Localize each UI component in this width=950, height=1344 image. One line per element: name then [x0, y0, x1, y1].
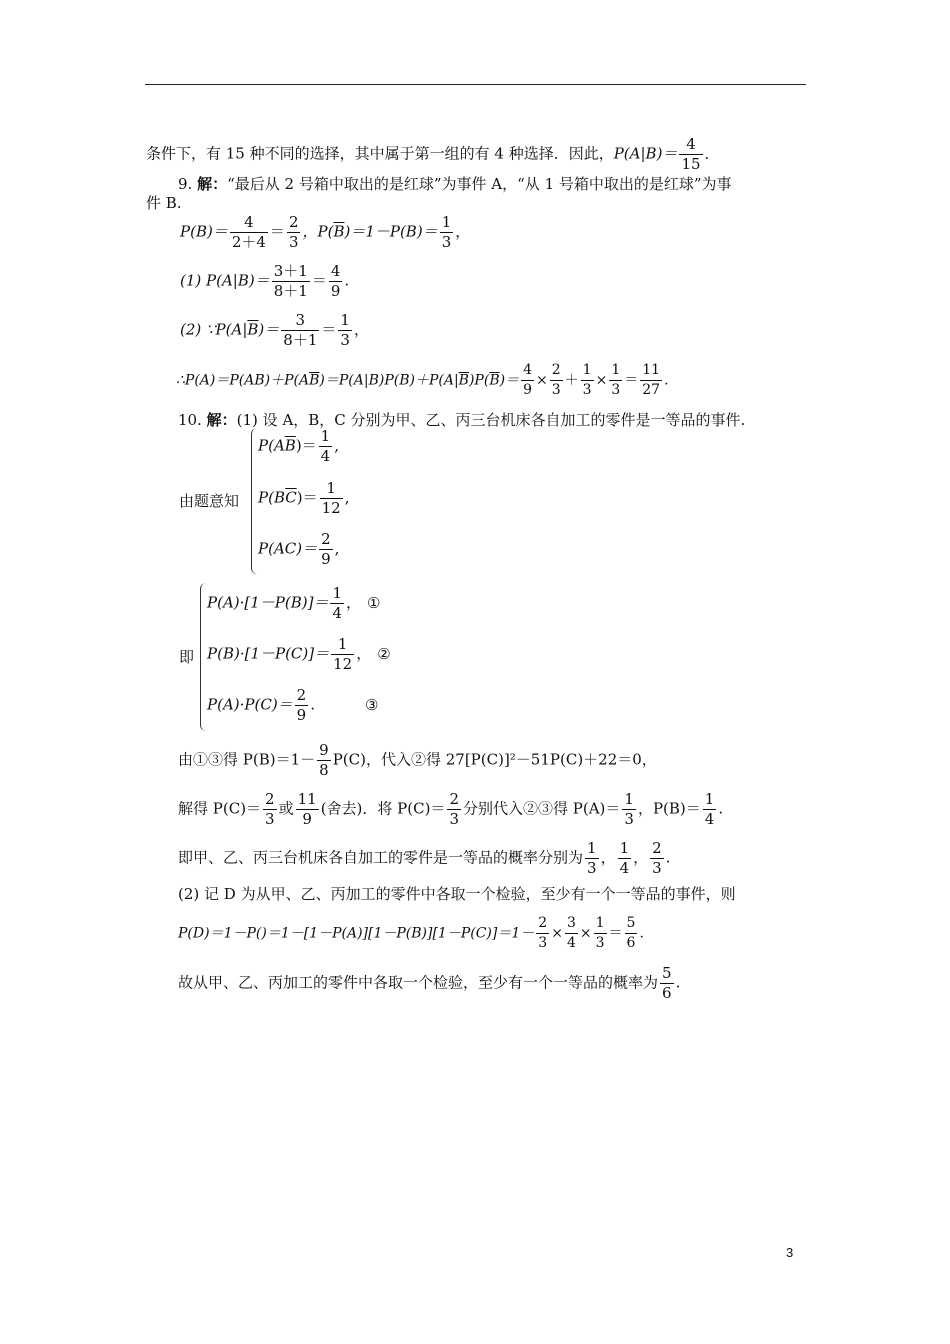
denominator: 3 [538, 935, 548, 951]
numerator: 4 [523, 362, 532, 378]
math: 分别代入②③得 P(A)＝ [463, 799, 621, 818]
numerator: 3 [295, 311, 306, 329]
numerator: 4 [330, 262, 341, 280]
numerator: 1 [441, 213, 452, 231]
denominator: 4 [704, 810, 715, 828]
complement-b: $\overline{B}$ [247, 320, 259, 339]
text: 件 B. [146, 194, 182, 212]
math: )P( [468, 372, 490, 389]
denominator: 15 [681, 155, 701, 173]
math: × [551, 925, 563, 942]
math: ∴P(A)＝P(AB)＋P(A [176, 372, 310, 389]
math: (舍去)．将 P(C)＝ [320, 799, 446, 818]
numerator: 1 [340, 311, 350, 329]
numerator: 4 [244, 213, 254, 231]
fraction [581, 361, 594, 400]
denominator: 3 [265, 810, 275, 828]
denominator: 4 [332, 604, 343, 622]
math: P(D)＝1－P()＝1－[1－P(A)][1－P(B)][1－P(C)]＝1－ [178, 925, 535, 942]
fraction [679, 135, 702, 174]
numerator: 2 [538, 915, 548, 931]
complement-b: $\overline{B}$ [333, 222, 345, 241]
math: ＝ [624, 372, 639, 389]
denominator: 3 [288, 233, 299, 251]
denominator: 2＋4 [231, 233, 266, 251]
denominator: 4 [320, 447, 331, 465]
math: , [334, 436, 339, 455]
math: . [664, 372, 669, 389]
fraction [281, 311, 319, 350]
numerator: 2 [551, 362, 561, 378]
fraction [703, 790, 717, 829]
text-line [146, 193, 182, 213]
numerator: 1 [332, 584, 343, 602]
denominator: 8 [319, 761, 329, 779]
math: , [344, 488, 350, 507]
fraction [565, 914, 578, 953]
denominator: 3 [551, 382, 561, 398]
math: × [595, 372, 608, 389]
equation-3 [180, 311, 369, 350]
numerator: 11 [297, 790, 317, 808]
fraction [331, 635, 354, 674]
math: ， [356, 644, 372, 663]
numerator: 2 [288, 213, 299, 231]
solution-label: 解： [206, 411, 237, 429]
text-line [178, 790, 723, 829]
complement: $\overline{C}$ [285, 488, 297, 507]
denominator: 3 [624, 810, 634, 828]
fraction [622, 790, 636, 829]
denominator: 9 [330, 282, 341, 300]
text: (2) 记 D 为从甲、乙、丙加工的零件中各取一个检验，至少有一个一等品的事件，则 [178, 885, 736, 903]
fraction [330, 584, 344, 623]
math: )＝1－P(B)＝ [344, 222, 438, 241]
fraction [618, 839, 632, 878]
text: 故从甲、乙、丙加工的零件中各取一个检验，至少有一个一等品的概率为 [178, 973, 659, 992]
fraction [536, 914, 549, 953]
fraction [263, 790, 277, 829]
text: 即甲、乙、丙三台机床各自加工的零件是一等品的概率分别为 [178, 848, 584, 867]
system-1-row-3 [258, 530, 339, 569]
numerator: 2 [265, 790, 275, 808]
fraction [272, 262, 310, 301]
math: )＝ [296, 488, 318, 507]
numerator: 1 [624, 790, 634, 808]
equation-4 [176, 361, 669, 400]
denominator: 3 [340, 331, 350, 349]
denominator: 3 [595, 935, 605, 951]
fraction [296, 790, 319, 829]
fraction [329, 262, 343, 301]
complement-b: $\overline{B}$ [489, 372, 500, 389]
text: 即 [179, 648, 195, 666]
system-label [179, 491, 239, 511]
math: ， [353, 320, 369, 339]
equation-1 [180, 213, 470, 252]
numerator: 4 [686, 135, 696, 153]
math: P(B [258, 488, 286, 507]
math: ， [455, 222, 471, 241]
fraction [230, 213, 268, 252]
left-brace [200, 583, 207, 731]
numerator: 1 [704, 790, 715, 808]
denominator: 3 [449, 810, 459, 828]
denominator: 3 [611, 382, 621, 398]
equation-marker: ② [377, 644, 391, 663]
fraction [660, 964, 674, 1003]
system-2-row-1 [207, 584, 380, 623]
numerator: 1 [337, 635, 348, 653]
math: × [536, 372, 548, 389]
numerator: 11 [642, 362, 661, 378]
math: (1) P(A|B)＝ [180, 271, 270, 290]
math: P(A|B)＝ [613, 144, 678, 163]
text: ． [704, 144, 720, 163]
fraction [585, 839, 599, 878]
denominator: 27 [642, 382, 661, 398]
math: P(A [258, 436, 285, 455]
math: ＋ [564, 372, 579, 389]
math: ＝ [608, 925, 623, 942]
fraction [625, 914, 638, 953]
complement-b: $\overline{B}$ [309, 372, 320, 389]
denominator: 4 [566, 935, 576, 951]
numerator: 1 [326, 479, 336, 497]
fraction [521, 361, 534, 400]
math: ＝ [269, 222, 285, 241]
denominator: 12 [333, 655, 353, 673]
denominator: 6 [626, 935, 636, 951]
left-brace [251, 428, 258, 574]
text: 由题意知 [179, 492, 240, 510]
equation-marker: ① [367, 593, 381, 612]
equation-2 [180, 262, 349, 301]
math: P(A)·[1－P(B)]＝ [207, 593, 329, 612]
fraction [609, 361, 622, 400]
header-rule [145, 84, 806, 85]
numerator: 2 [449, 790, 459, 808]
fraction [440, 213, 454, 252]
denominator: 3 [652, 859, 662, 877]
denominator: 9 [296, 706, 307, 724]
math: )＝P(A|B)P(B)＋P(A| [319, 372, 459, 389]
denominator: 8＋1 [273, 282, 308, 300]
denominator: 3 [441, 233, 452, 251]
numerator: 9 [319, 741, 329, 759]
text-line [178, 964, 680, 1003]
system-label [179, 647, 194, 667]
numerator: 5 [626, 915, 636, 931]
fraction [287, 213, 301, 252]
denominator: 9 [523, 382, 532, 398]
equation-marker: ③ [365, 695, 379, 714]
math: . [639, 925, 644, 942]
text: “最后从 2 号箱中取出的是红球”为事件 A，“从 1 号箱中取出的是红球”为事 [227, 175, 732, 193]
numerator: 2 [296, 686, 307, 704]
math: P(A)·P(C)＝ [207, 695, 293, 714]
math: ＝ [311, 271, 327, 290]
denominator: 8＋1 [283, 331, 318, 349]
fraction [650, 839, 664, 878]
numerator: 2 [652, 839, 662, 857]
numerator: 1 [320, 427, 331, 445]
denominator: 12 [321, 499, 341, 517]
problem-number: 9. [178, 175, 193, 193]
fraction [319, 427, 333, 466]
numerator: 1 [587, 839, 597, 857]
math: P(C)，代入②得 27[P(C)]²－51P(C)＋22＝0， [332, 750, 657, 769]
fraction [317, 741, 331, 780]
solution-label: 解： [197, 175, 228, 193]
system-2-row-2 [207, 635, 391, 674]
math: × [579, 925, 592, 942]
fraction [594, 914, 607, 953]
math: . [718, 799, 724, 818]
math: 由①③得 P(B)＝1－ [178, 750, 316, 769]
problem-number: 10. [178, 411, 202, 429]
text: (1) 设 A，B，C 分别为甲、乙、丙三台机床各自加工的零件是一等品的事件. [236, 411, 746, 429]
denominator: 9 [321, 550, 331, 568]
math: )＝ [295, 436, 317, 455]
page-number: 3 [786, 1245, 794, 1260]
math: P(B)·[1－P(C)]＝ [207, 644, 330, 663]
complement-b: $\overline{B}$ [458, 372, 469, 389]
fraction [320, 479, 343, 518]
fraction [338, 311, 352, 350]
math: ， [346, 593, 362, 612]
math: ，P( [302, 222, 334, 241]
numerator: 1 [595, 915, 605, 931]
numerator: 5 [662, 964, 672, 982]
text-line [178, 741, 657, 780]
math: P(AC)＝ [258, 539, 318, 558]
math: 解得 P(C)＝ [178, 799, 262, 818]
fraction [447, 790, 461, 829]
system-2-row-3 [207, 686, 378, 725]
denominator: 3 [587, 859, 597, 877]
numerator: 3 [566, 915, 576, 931]
problem-9-heading [178, 174, 732, 194]
text: . [675, 973, 681, 992]
denominator: 6 [662, 984, 672, 1002]
fraction [640, 361, 662, 400]
text-line [178, 884, 736, 904]
denominator: 4 [619, 859, 630, 877]
math: )＝ [258, 320, 280, 339]
text: ， [600, 848, 616, 867]
fraction [295, 686, 309, 725]
fraction [550, 361, 563, 400]
math: . [344, 271, 350, 290]
text: 条件下，有 15 种不同的选择，其中属于第一组的有 4 种选择．因此， [146, 144, 614, 163]
math: ＝ [321, 320, 337, 339]
numerator: 1 [582, 362, 592, 378]
math: , [334, 539, 340, 558]
text-line-1 [146, 135, 720, 174]
math: . [310, 695, 315, 714]
text: ， [633, 848, 649, 867]
denominator: 9 [296, 809, 319, 829]
text: 或 [278, 799, 294, 818]
numerator: 3＋1 [273, 262, 308, 280]
math: ，P(B)＝ [637, 799, 701, 818]
system-1-row-2 [258, 479, 349, 518]
system-1-row-1 [258, 427, 339, 466]
numerator: 2 [321, 530, 331, 548]
denominator: 3 [582, 382, 592, 398]
numerator: 1 [619, 839, 630, 857]
math: )＝ [499, 372, 520, 389]
text-line [178, 839, 670, 878]
text: . [665, 848, 671, 867]
text-line [178, 914, 644, 953]
math: (2) ∵P(A| [180, 320, 248, 339]
math: P(B)＝ [180, 222, 228, 241]
complement: $\overline{B}$ [284, 436, 296, 455]
fraction [319, 530, 333, 569]
numerator: 1 [611, 362, 621, 378]
